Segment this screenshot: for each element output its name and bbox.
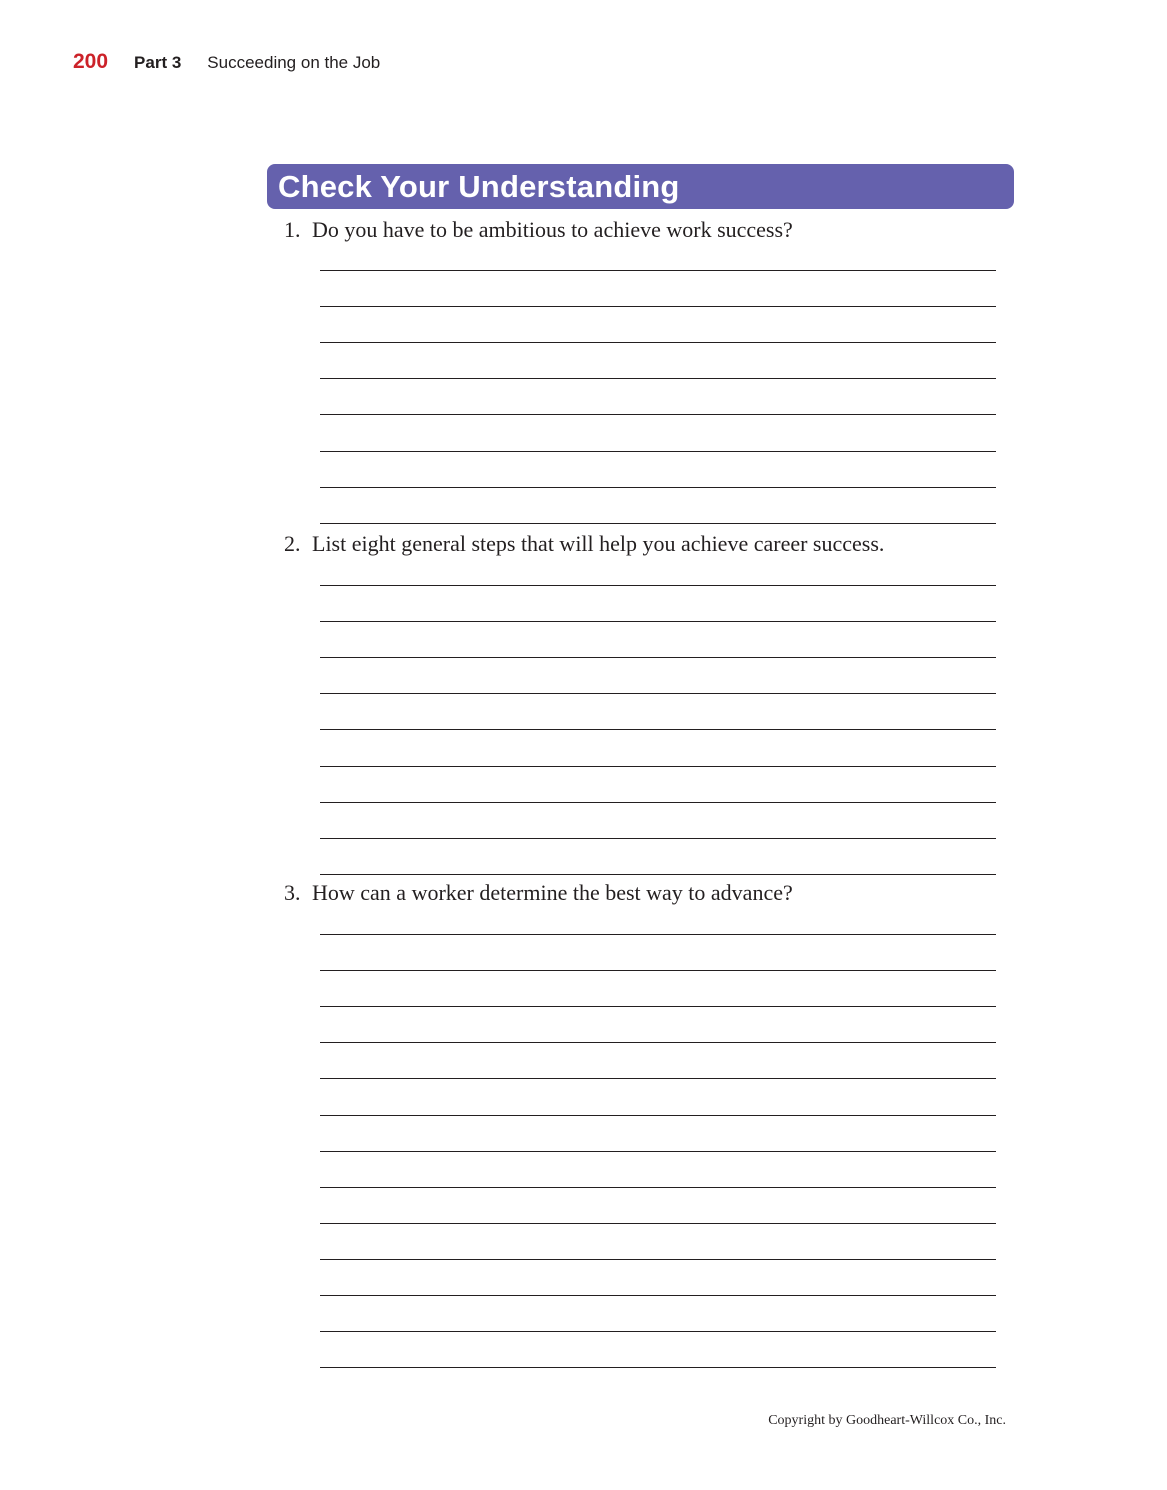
answer-line[interactable] [320,693,996,694]
answer-line[interactable] [320,523,996,524]
answer-line[interactable] [320,838,996,839]
answer-line[interactable] [320,1331,996,1332]
answer-line[interactable] [320,874,996,875]
answer-line[interactable] [320,1006,996,1007]
answer-line[interactable] [320,657,996,658]
answer-line[interactable] [320,1295,996,1296]
answer-line[interactable] [320,729,996,730]
answer-line[interactable] [320,1042,996,1043]
answer-line[interactable] [320,270,996,271]
answer-line[interactable] [320,414,996,415]
chapter-title: Succeeding on the Job [207,53,381,72]
answer-line[interactable] [320,378,996,379]
question-number: 2. [284,531,301,556]
answer-line[interactable] [320,1078,996,1079]
answer-line[interactable] [320,1151,996,1152]
page-number: 200 [73,50,109,73]
answer-line[interactable] [320,1223,996,1224]
answer-line[interactable] [320,802,996,803]
answer-line[interactable] [320,1187,996,1188]
answer-line[interactable] [320,585,996,586]
answer-line[interactable] [320,1367,996,1368]
answer-line[interactable] [320,1259,996,1260]
answer-line[interactable] [320,451,996,452]
answer-line[interactable] [320,766,996,767]
running-head [73,50,380,80]
section-title: Check Your Understanding [278,168,680,204]
question-text: List eight general steps that will help you achieve career success. [312,531,885,556]
answer-line[interactable] [320,487,996,488]
answer-line[interactable] [320,342,996,343]
part-label: Part 3 [134,53,182,72]
question-text: How can a worker determine the best way to advance? [312,880,793,905]
question-number: 3. [284,880,301,905]
question-text: Do you have to be ambitious to achieve work success? [312,217,793,242]
question-1 [284,216,793,244]
answer-line[interactable] [320,621,996,622]
answer-line[interactable] [320,1115,996,1116]
question-3 [284,879,793,907]
answer-line[interactable] [320,306,996,307]
answer-line[interactable] [320,970,996,971]
question-number: 1. [284,217,301,242]
answer-line[interactable] [320,934,996,935]
copyright-notice: Copyright by Goodheart-Willcox Co., Inc. [768,1413,1006,1428]
question-2 [284,530,884,558]
section-banner [267,164,1014,209]
